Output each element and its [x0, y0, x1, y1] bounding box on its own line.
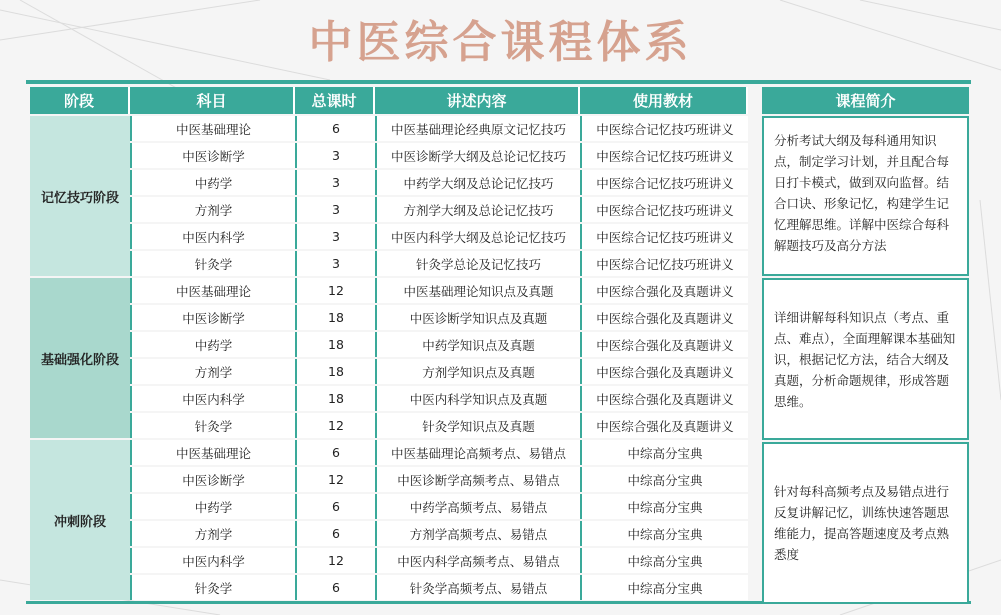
- subject-cell: 方剂学: [130, 197, 295, 222]
- textbook-cell: 中综高分宝典: [580, 440, 748, 465]
- content-cell: 中医内科学大纲及总论记忆技巧: [375, 224, 580, 249]
- subject-cell: 中医内科学: [130, 386, 295, 411]
- hours-cell: 6: [295, 575, 375, 600]
- textbook-cell: 中综高分宝典: [580, 548, 748, 573]
- top-divider: [26, 80, 971, 84]
- hours-cell: 18: [295, 332, 375, 357]
- hours-cell: 3: [295, 197, 375, 222]
- table-row: [130, 359, 748, 384]
- subject-cell: 中医诊断学: [130, 305, 295, 330]
- hours-cell: 6: [295, 440, 375, 465]
- subject-cell: 中药学: [130, 170, 295, 195]
- hours-cell: 12: [295, 278, 375, 303]
- stage-label: 记忆技巧阶段: [30, 116, 130, 276]
- textbook-cell: 中医综合强化及真题讲义: [580, 278, 748, 303]
- content-cell: 中医内科学知识点及真题: [375, 386, 580, 411]
- table-row: [130, 332, 748, 357]
- table-row: [130, 143, 748, 168]
- content-cell: 中药学大纲及总论记忆技巧: [375, 170, 580, 195]
- content-cell: 针灸学总论及记忆技巧: [375, 251, 580, 276]
- table-row: [130, 224, 748, 249]
- textbook-cell: 中综高分宝典: [580, 494, 748, 519]
- header-content: 讲述内容: [375, 87, 580, 114]
- textbook-cell: 中综高分宝典: [580, 467, 748, 492]
- content-cell: 中医基础理论经典原文记忆技巧: [375, 116, 580, 141]
- content-cell: 中医诊断学高频考点、易错点: [375, 467, 580, 492]
- hours-cell: 18: [295, 305, 375, 330]
- subject-cell: 中医内科学: [130, 224, 295, 249]
- stage-label: 基础强化阶段: [30, 278, 130, 438]
- content-cell: 方剂学大纲及总论记忆技巧: [375, 197, 580, 222]
- content-cell: 中医基础理论高频考点、易错点: [375, 440, 580, 465]
- hours-cell: 18: [295, 386, 375, 411]
- subject-cell: 针灸学: [130, 251, 295, 276]
- content-cell: 中医内科学高频考点、易错点: [375, 548, 580, 573]
- content-cell: 中医诊断学大纲及总论记忆技巧: [375, 143, 580, 168]
- subject-cell: 中医诊断学: [130, 143, 295, 168]
- textbook-cell: 中医综合记忆技巧班讲义: [580, 116, 748, 141]
- table-row: [130, 413, 748, 438]
- table-row: [130, 521, 748, 546]
- table-row: [130, 440, 748, 465]
- table-row: [130, 278, 748, 303]
- header-stage: 阶段: [30, 87, 130, 114]
- hours-cell: 12: [295, 467, 375, 492]
- textbook-cell: 中医综合强化及真题讲义: [580, 305, 748, 330]
- textbook-cell: 中医综合强化及真题讲义: [580, 332, 748, 357]
- content-cell: 中药学知识点及真题: [375, 332, 580, 357]
- textbook-cell: 中医综合强化及真题讲义: [580, 413, 748, 438]
- textbook-cell: 中医综合记忆技巧班讲义: [580, 143, 748, 168]
- table-row: [130, 251, 748, 276]
- hours-cell: 18: [295, 359, 375, 384]
- textbook-cell: 中综高分宝典: [580, 521, 748, 546]
- subject-cell: 中医诊断学: [130, 467, 295, 492]
- subject-cell: 针灸学: [130, 575, 295, 600]
- table-row: [130, 116, 748, 141]
- hours-cell: 3: [295, 143, 375, 168]
- stage-label: 冲刺阶段: [30, 440, 130, 600]
- stage-group: [30, 440, 748, 600]
- header-subject: 科目: [130, 87, 295, 114]
- hours-cell: 6: [295, 494, 375, 519]
- content-cell: 针灸学高频考点、易错点: [375, 575, 580, 600]
- hours-cell: 3: [295, 224, 375, 249]
- subject-cell: 中医基础理论: [130, 116, 295, 141]
- hours-cell: 6: [295, 116, 375, 141]
- table-row: [130, 494, 748, 519]
- textbook-cell: 中综高分宝典: [580, 575, 748, 600]
- intro-memory-stage: 分析考试大纲及每科通用知识点，制定学习计划，并且配合每日打卡模式，做到双向监督。结合口诀、形象记忆，构建学生记忆理解思维。详解中医综合每科解题技巧及高分方法: [762, 116, 969, 276]
- subject-cell: 针灸学: [130, 413, 295, 438]
- textbook-cell: 中医综合强化及真题讲义: [580, 359, 748, 384]
- textbook-cell: 中医综合强化及真题讲义: [580, 386, 748, 411]
- content-cell: 中医基础理论知识点及真题: [375, 278, 580, 303]
- table-row: [130, 305, 748, 330]
- hours-cell: 6: [295, 521, 375, 546]
- content-cell: 中医诊断学知识点及真题: [375, 305, 580, 330]
- subject-cell: 方剂学: [130, 521, 295, 546]
- hours-cell: 12: [295, 413, 375, 438]
- subject-cell: 中医基础理论: [130, 278, 295, 303]
- content-cell: 中药学高频考点、易错点: [375, 494, 580, 519]
- intro-sprint-stage: 针对每科高频考点及易错点进行反复讲解记忆，训练快速答题思维能力，提高答题速度及考点熟悉度: [762, 442, 969, 604]
- subject-cell: 中药学: [130, 332, 295, 357]
- table-row: [130, 548, 748, 573]
- subject-cell: 中医内科学: [130, 548, 295, 573]
- textbook-cell: 中医综合记忆技巧班讲义: [580, 251, 748, 276]
- table-header: [30, 87, 748, 114]
- page-title: 中医综合课程体系: [308, 17, 693, 68]
- textbook-cell: 中医综合记忆技巧班讲义: [580, 224, 748, 249]
- header-hours: 总课时: [295, 87, 375, 114]
- subject-cell: 中药学: [130, 494, 295, 519]
- table-row: [130, 575, 748, 600]
- content-cell: 方剂学高频考点、易错点: [375, 521, 580, 546]
- table-row: [130, 197, 748, 222]
- textbook-cell: 中医综合记忆技巧班讲义: [580, 170, 748, 195]
- stage-group: [30, 278, 748, 438]
- subject-cell: 方剂学: [130, 359, 295, 384]
- header-textbook: 使用教材: [580, 87, 748, 114]
- subject-cell: 中医基础理论: [130, 440, 295, 465]
- content-cell: 方剂学知识点及真题: [375, 359, 580, 384]
- intro-foundation-stage: 详细讲解每科知识点（考点、重点、难点），全面理解课本基础知识，根据记忆方法，结合大纲及真题，分析命题规律，形成答题思维。: [762, 278, 969, 440]
- hours-cell: 12: [295, 548, 375, 573]
- table-row: [130, 170, 748, 195]
- stage-group: [30, 116, 748, 276]
- content-cell: 针灸学知识点及真题: [375, 413, 580, 438]
- hours-cell: 3: [295, 251, 375, 276]
- intro-column: [762, 87, 969, 604]
- table-row: [130, 386, 748, 411]
- course-table: [30, 87, 748, 600]
- hours-cell: 3: [295, 170, 375, 195]
- textbook-cell: 中医综合记忆技巧班讲义: [580, 197, 748, 222]
- intro-header: 课程简介: [762, 87, 969, 114]
- table-row: [130, 467, 748, 492]
